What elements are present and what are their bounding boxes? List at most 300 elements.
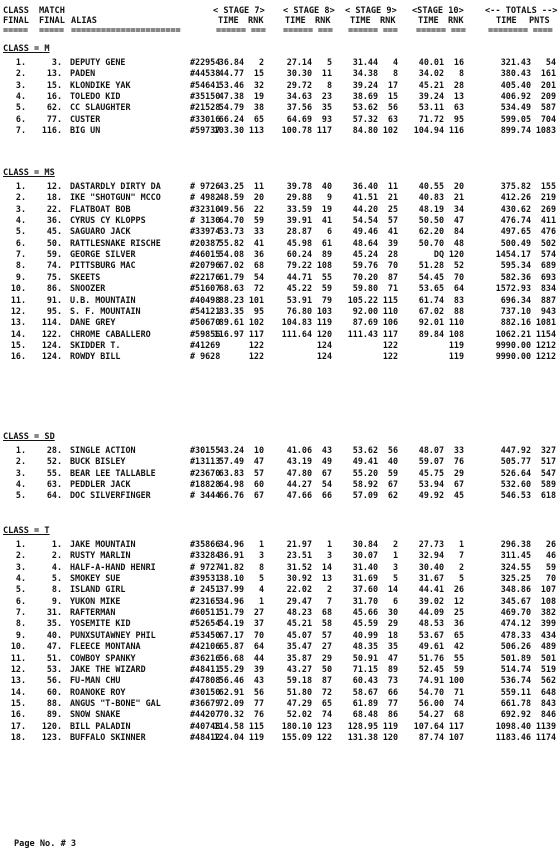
cell-stage9-time: 53.62: [352, 102, 378, 113]
cell-stage7-time: 47.38: [218, 91, 244, 102]
cell-match-place: 75.: [46, 271, 62, 282]
cell-stage9-time: 37.60: [352, 584, 378, 595]
cell-stage7-rank: 122: [248, 351, 264, 362]
cell-stage7-rank: 119: [248, 731, 264, 742]
cell-total-time: 599.05: [500, 113, 531, 124]
cell-stage9-rank: 63: [387, 113, 398, 124]
cell-stage7-time: 49.56: [218, 203, 244, 214]
cell-member-number: #33284: [190, 550, 221, 561]
cell-total-points: 382: [540, 607, 556, 618]
table-row: [0, 351, 560, 362]
cell-total-points: 201: [540, 79, 556, 90]
cell-final-place: 12.: [10, 663, 26, 674]
cell-stage7-time: 114.58: [213, 720, 244, 731]
cell-stage10-rank: 70: [453, 271, 464, 282]
cell-final-place: 3.: [15, 79, 26, 90]
cell-match-place: 56.: [46, 675, 62, 686]
header-rnk-8: RNK: [315, 16, 331, 26]
cell-stage7-time: 37.99: [218, 584, 244, 595]
cell-stage9-rank: 29: [387, 618, 398, 629]
cell-final-place: 13.: [10, 317, 26, 328]
cell-total-points: 547: [540, 467, 556, 478]
cell-stage7-time: 67.02: [218, 260, 244, 271]
table-row: [0, 732, 560, 743]
cell-stage10-rank: 25: [453, 607, 464, 618]
cell-stage10-time: 92.01: [418, 317, 444, 328]
section-title: [0, 432, 560, 443]
cell-match-place: 89.: [46, 709, 62, 720]
section-title: [0, 44, 560, 55]
table-row: [0, 618, 560, 629]
cell-stage10-rank: 42: [453, 641, 464, 652]
cell-member-number: #21528: [190, 102, 221, 113]
cell-stage9-time: 70.20: [352, 271, 378, 282]
cell-stage7-time: 103.30: [213, 125, 244, 136]
cell-stage10-rank: 34: [453, 203, 464, 214]
table-row: [0, 709, 560, 720]
cell-stage7-time: 55.29: [218, 663, 244, 674]
cell-final-place: 14.: [10, 328, 26, 339]
cell-total-time: 506.26: [500, 641, 531, 652]
cell-final-place: 3.: [15, 203, 26, 214]
cell-total-points: 648: [540, 686, 556, 697]
cell-stage7-rank: 68: [253, 260, 264, 271]
cell-stage9-time: 57.09: [352, 490, 378, 501]
cell-stage7-rank: 27: [253, 607, 264, 618]
cell-stage7-time: 83.35: [218, 305, 244, 316]
cell-stage9-time: 54.54: [352, 215, 378, 226]
cell-stage8-rank: 6: [326, 226, 332, 237]
cell-final-place: 1.: [15, 445, 26, 455]
cell-stage8-rank: 14: [321, 561, 332, 572]
cell-stage8-rank: 120: [316, 328, 332, 339]
cell-stage7-rank: 39: [253, 663, 264, 674]
cell-stage8-time: 43.27: [286, 663, 312, 674]
cell-alias: ROWDY BILL: [70, 351, 121, 362]
cell-final-place: 2.: [15, 456, 26, 467]
cell-total-points: 155: [540, 181, 556, 191]
cell-alias: SNOOZER: [70, 283, 106, 294]
cell-stage8-rank: 40: [321, 181, 332, 191]
cell-stage7-rank: 5: [258, 573, 264, 584]
cell-final-place: 18.: [10, 731, 26, 742]
cell-stage7-rank: 38: [253, 102, 264, 113]
cell-stage9-rank: 70: [387, 260, 398, 271]
cell-match-place: 123.: [41, 731, 62, 742]
table-row: [0, 468, 560, 479]
cell-stage7-rank: 72: [253, 283, 264, 294]
cell-final-place: 6.: [15, 595, 26, 606]
cell-stage9-rank: 39: [387, 237, 398, 248]
cell-alias: FU-MAN CHU: [70, 675, 121, 686]
cell-match-place: 13.: [46, 68, 62, 79]
cell-member-number: #46015: [190, 249, 221, 260]
cell-stage8-time: 21.97: [286, 539, 312, 549]
cell-total-time: 405.40: [500, 79, 531, 90]
cell-stage10-time: 39.24: [418, 91, 444, 102]
cell-alias: CC SLAUGHTER: [70, 102, 131, 113]
cell-total-time: 1062.21: [495, 328, 531, 339]
cell-stage9-time: 111.43: [347, 328, 378, 339]
cell-member-number: #59737: [190, 125, 221, 136]
cell-match-place: 3.: [51, 57, 62, 67]
cell-total-time: 380.43: [500, 68, 531, 79]
cell-member-number: #20387: [190, 237, 221, 248]
cell-total-time: 696.34: [500, 294, 531, 305]
header-final: FINAL: [3, 16, 29, 26]
cell-stage9-rank: 28: [387, 249, 398, 260]
cell-member-number: #59856: [190, 328, 221, 339]
cell-stage10-rank: 76: [453, 456, 464, 467]
cell-stage7-rank: 3: [258, 550, 264, 561]
cell-stage9-time: 36.40: [352, 181, 378, 191]
cell-stage9-rank: 3: [392, 561, 398, 572]
cell-stage8-time: 27.14: [286, 57, 312, 67]
cell-member-number: #41269: [190, 339, 221, 350]
cell-alias: TOLEDO KID: [70, 91, 121, 102]
cell-stage9-rank: 11: [387, 181, 398, 191]
cell-stage7-time: 43.24: [218, 445, 244, 455]
cell-total-time: 321.43: [500, 57, 531, 67]
cell-total-time: 311.45: [500, 550, 531, 561]
cell-alias: SAGUARO JACK: [70, 226, 131, 237]
cell-stage9-rank: 14: [387, 584, 398, 595]
cell-stage10-rank: 63: [453, 102, 464, 113]
cell-stage8-rank: 19: [321, 203, 332, 214]
header-totals: <-- TOTALS -->: [485, 6, 558, 16]
header-time-10: TIME: [418, 16, 439, 26]
cell-stage10-time: 32.94: [418, 550, 444, 561]
header-rnk-9: RNK: [380, 16, 396, 26]
cell-stage10-time: 89.84: [418, 328, 444, 339]
section-title-text: CLASS = M: [3, 44, 50, 54]
rule-stage9: ====== ===: [348, 26, 398, 36]
cell-stage7-time: 70.32: [218, 709, 244, 720]
cell-stage8-rank: 50: [321, 663, 332, 674]
cell-stage9-time: 48.64: [352, 237, 378, 248]
cell-stage9-rank: 56: [387, 102, 398, 113]
cell-match-place: 12.: [46, 181, 62, 191]
cell-stage8-rank: 29: [321, 652, 332, 663]
cell-stage8-rank: 61: [321, 237, 332, 248]
cell-stage8-rank: 49: [321, 456, 332, 467]
cell-stage8-time: 45.98: [286, 237, 312, 248]
table-row: [0, 102, 560, 113]
cell-total-points: 517: [540, 456, 556, 467]
cell-alias: BUCK BISLEY: [70, 456, 126, 467]
cell-stage8-time: 45.22: [286, 283, 312, 294]
cell-stage9-time: 41.51: [352, 192, 378, 203]
cell-match-place: 31.: [46, 607, 62, 618]
cell-stage7-rank: 67: [253, 490, 264, 501]
cell-member-number: #18828: [190, 479, 221, 490]
cell-total-points: 1083: [535, 125, 556, 136]
cell-stage8-time: 41.06: [286, 445, 312, 455]
cell-stage9-time: 45.66: [352, 607, 378, 618]
table-row: [0, 249, 560, 260]
cell-stage8-rank: 41: [321, 215, 332, 226]
cell-stage9-time: 44.20: [352, 203, 378, 214]
cell-stage10-time: 67.02: [418, 305, 444, 316]
cell-stage7-rank: 101: [248, 294, 264, 305]
cell-stage8-time: 100.78: [281, 125, 312, 136]
cell-stage10-rank: 33: [453, 445, 464, 455]
cell-stage8-rank: 54: [321, 479, 332, 490]
cell-stage9-rank: 2: [392, 539, 398, 549]
cell-stage7-time: 57.49: [218, 456, 244, 467]
table-row: [0, 283, 560, 294]
table-row: [0, 675, 560, 686]
cell-stage8-rank: 93: [321, 113, 332, 124]
cell-stage10-time: 53.67: [418, 629, 444, 640]
cell-stage9-rank: 25: [387, 203, 398, 214]
cell-stage9-time: 39.24: [352, 79, 378, 90]
cell-stage10-rank: 67: [453, 479, 464, 490]
cell-final-place: 5.: [15, 102, 26, 113]
cell-final-place: 9.: [15, 629, 26, 640]
cell-total-time: 505.77: [500, 456, 531, 467]
cell-total-time: 9990.00: [495, 339, 531, 350]
cell-match-place: 22.: [46, 203, 62, 214]
cell-stage8-time: 155.09: [281, 731, 312, 742]
rule-totals: ======== ====: [488, 26, 553, 36]
cell-stage9-rank: 73: [387, 675, 398, 686]
table-row: [0, 295, 560, 306]
cell-stage8-time: 31.52: [286, 561, 312, 572]
cell-stage9-rank: 47: [387, 652, 398, 663]
table-row: [0, 698, 560, 709]
cell-stage8-rank: 7: [326, 595, 332, 606]
cell-member-number: # 4982: [190, 192, 221, 203]
cell-stage7-rank: 43: [253, 675, 264, 686]
cell-alias: SKEETS: [70, 271, 101, 282]
cell-match-place: 95.: [46, 305, 62, 316]
cell-alias: RATTLESNAKE RISCHE: [70, 237, 161, 248]
cell-stage7-rank: 65: [253, 113, 264, 124]
cell-stage9-time: 31.70: [352, 595, 378, 606]
cell-stage7-time: 54.79: [218, 102, 244, 113]
cell-stage9-time: 59.76: [352, 260, 378, 271]
cell-member-number: #35866: [190, 539, 221, 549]
cell-total-points: 108: [540, 595, 556, 606]
cell-stage9-rank: 21: [387, 192, 398, 203]
cell-member-number: #48411: [190, 663, 221, 674]
cell-stage9-time: 31.44: [352, 57, 378, 67]
cell-total-points: 26: [545, 539, 556, 549]
cell-total-points: 1212: [535, 351, 556, 362]
cell-stage8-time: 104.83: [281, 317, 312, 328]
cell-match-place: 120.: [41, 720, 62, 731]
cell-match-place: 88.: [46, 697, 62, 708]
cell-total-points: 834: [540, 283, 556, 294]
cell-match-place: 8.: [51, 584, 62, 595]
cell-match-place: 45.: [46, 226, 62, 237]
cell-final-place: 3.: [15, 467, 26, 478]
cell-match-place: 36.: [46, 215, 62, 226]
cell-stage9-rank: 18: [387, 629, 398, 640]
cell-alias: GEORGE SILVER: [70, 249, 136, 260]
cell-stage9-rank: 6: [392, 595, 398, 606]
cell-alias: DASTARDLY DIRTY DA: [70, 181, 161, 191]
cell-stage8-rank: 13: [321, 573, 332, 584]
cell-stage9-time: 31.69: [352, 573, 378, 584]
cell-stage9-time: 50.91: [352, 652, 378, 663]
cell-stage10-rank: 64: [453, 283, 464, 294]
cell-final-place: 4.: [15, 215, 26, 226]
cell-stage9-time: 45.24: [352, 249, 378, 260]
cell-stage7-rank: 2: [258, 57, 264, 67]
cell-final-place: 9.: [15, 271, 26, 282]
cell-stage9-time: 49.41: [352, 456, 378, 467]
section-title-text: CLASS = T: [3, 526, 50, 536]
cell-stage7-time: 53.73: [218, 226, 244, 237]
cell-member-number: #44538: [190, 68, 221, 79]
cell-total-time: 546.53: [500, 490, 531, 501]
cell-stage10-time: 40.01: [418, 57, 444, 67]
cell-match-place: 50.: [46, 237, 62, 248]
cell-stage7-rank: 115: [248, 720, 264, 731]
cell-member-number: #42106: [190, 641, 221, 652]
cell-total-time: 412.26: [500, 192, 531, 203]
cell-stage9-time: 59.80: [352, 283, 378, 294]
cell-stage7-time: 88.23: [218, 294, 244, 305]
cell-stage8-rank: 66: [321, 490, 332, 501]
table-row: [0, 91, 560, 102]
cell-stage7-time: 124.04: [213, 731, 244, 742]
cell-stage8-time: 30.30: [286, 68, 312, 79]
cell-stage7-rank: 10: [253, 445, 264, 455]
cell-stage10-time: 54.70: [418, 686, 444, 697]
cell-stage9-time: 45.59: [352, 618, 378, 629]
cell-stage10-time: 59.07: [418, 456, 444, 467]
cell-stage10-rank: 120: [448, 249, 464, 260]
cell-stage10-rank: 26: [453, 584, 464, 595]
cell-member-number: #36679: [190, 697, 221, 708]
cell-total-points: 693: [540, 271, 556, 282]
cell-stage9-rank: 1: [392, 550, 398, 561]
cell-match-place: 40.: [46, 629, 62, 640]
cell-total-time: 474.12: [500, 618, 531, 629]
cell-final-place: 2.: [15, 550, 26, 561]
cell-member-number: #22954: [190, 57, 221, 67]
cell-stage9-rank: 115: [382, 294, 398, 305]
cell-stage8-time: 35.87: [286, 652, 312, 663]
table-row: [0, 125, 560, 136]
cell-total-points: 327: [540, 445, 556, 455]
cell-stage7-time: 38.10: [218, 573, 244, 584]
cell-stage7-time: 36.84: [218, 57, 244, 67]
cell-stage8-rank: 117: [316, 125, 332, 136]
cell-stage8-rank: 8: [326, 79, 332, 90]
cell-stage8-time: 79.22: [286, 260, 312, 271]
cell-stage10-rank: 74: [453, 697, 464, 708]
cell-member-number: # 3444: [190, 490, 221, 501]
cell-stage10-rank: 116: [448, 125, 464, 136]
cell-total-time: 476.74: [500, 215, 531, 226]
cell-stage7-rank: 1: [258, 539, 264, 549]
cell-alias: YUKON MIKE: [70, 595, 121, 606]
cell-stage7-rank: 95: [253, 305, 264, 316]
table-row: [0, 584, 560, 595]
cell-stage8-time: 48.23: [286, 607, 312, 618]
cell-stage8-time: 39.78: [286, 181, 312, 191]
table-row: [0, 687, 560, 698]
cell-total-points: 219: [540, 192, 556, 203]
cell-match-place: 51.: [46, 652, 62, 663]
cell-match-place: 1.: [51, 539, 62, 549]
cell-stage7-rank: 54: [253, 271, 264, 282]
cell-member-number: #13113: [190, 456, 221, 467]
cell-stage9-rank: 67: [387, 479, 398, 490]
cell-stage7-time: 62.91: [218, 686, 244, 697]
table-row: [0, 479, 560, 490]
table-row: [0, 317, 560, 328]
cell-stage7-time: 56.46: [218, 675, 244, 686]
cell-match-place: 77.: [46, 113, 62, 124]
cell-stage9-time: 53.62: [352, 445, 378, 455]
cell-stage9-rank: 62: [387, 490, 398, 501]
cell-alias: PUNXSUTAWNEY PHIL: [70, 629, 156, 640]
cell-final-place: 7.: [15, 607, 26, 618]
header-time-8: TIME: [285, 16, 306, 26]
cell-total-time: 595.34: [500, 260, 531, 271]
cell-match-place: 64.: [46, 490, 62, 501]
cell-stage9-rank: 41: [387, 226, 398, 237]
cell-final-place: 7.: [15, 125, 26, 136]
cell-stage10-rank: 110: [448, 317, 464, 328]
cell-stage8-rank: 68: [321, 607, 332, 618]
cell-stage10-time: 107.64: [413, 720, 444, 731]
cell-stage10-time: 45.21: [418, 79, 444, 90]
cell-stage8-time: 52.02: [286, 709, 312, 720]
table-row: [0, 68, 560, 79]
cell-stage9-rank: 106: [382, 317, 398, 328]
cell-stage8-time: 47.66: [286, 490, 312, 501]
cell-match-place: 16.: [46, 91, 62, 102]
cell-alias: YOSEMITE KID: [70, 618, 131, 629]
cell-stage10-time: 49.92: [418, 490, 444, 501]
cell-total-points: 399: [540, 618, 556, 629]
cell-alias: BIG UN: [70, 125, 101, 136]
cell-stage10-rank: 100: [448, 675, 464, 686]
cell-stage10-rank: 7: [458, 550, 464, 561]
cell-stage8-time: 111.64: [281, 328, 312, 339]
table-row: [0, 445, 560, 456]
cell-stage10-rank: 55: [453, 652, 464, 663]
cell-total-points: 887: [540, 294, 556, 305]
cell-total-points: 54: [545, 57, 556, 67]
cell-stage7-rank: 32: [253, 79, 264, 90]
cell-stage10-rank: 2: [458, 561, 464, 572]
cell-stage8-time: 30.92: [286, 573, 312, 584]
cell-total-points: 846: [540, 709, 556, 720]
cell-alias: BUFFALO SKINNER: [70, 731, 146, 742]
cell-stage8-time: 59.18: [286, 675, 312, 686]
cell-stage9-rank: 57: [387, 215, 398, 226]
header-class: CLASS: [3, 6, 29, 16]
cell-stage10-rank: 13: [453, 91, 464, 102]
cell-match-place: 122.: [41, 328, 62, 339]
cell-stage8-time: 35.47: [286, 641, 312, 652]
cell-member-number: #30155: [190, 445, 221, 455]
cell-stage10-time: 87.74: [418, 731, 444, 742]
table-row: [0, 80, 560, 91]
header-pnts: PNTS: [529, 16, 550, 26]
cell-stage10-time: 56.00: [418, 697, 444, 708]
table-row: [0, 550, 560, 561]
cell-stage10-time: 54.27: [418, 709, 444, 720]
cell-stage7-time: 53.46: [218, 79, 244, 90]
